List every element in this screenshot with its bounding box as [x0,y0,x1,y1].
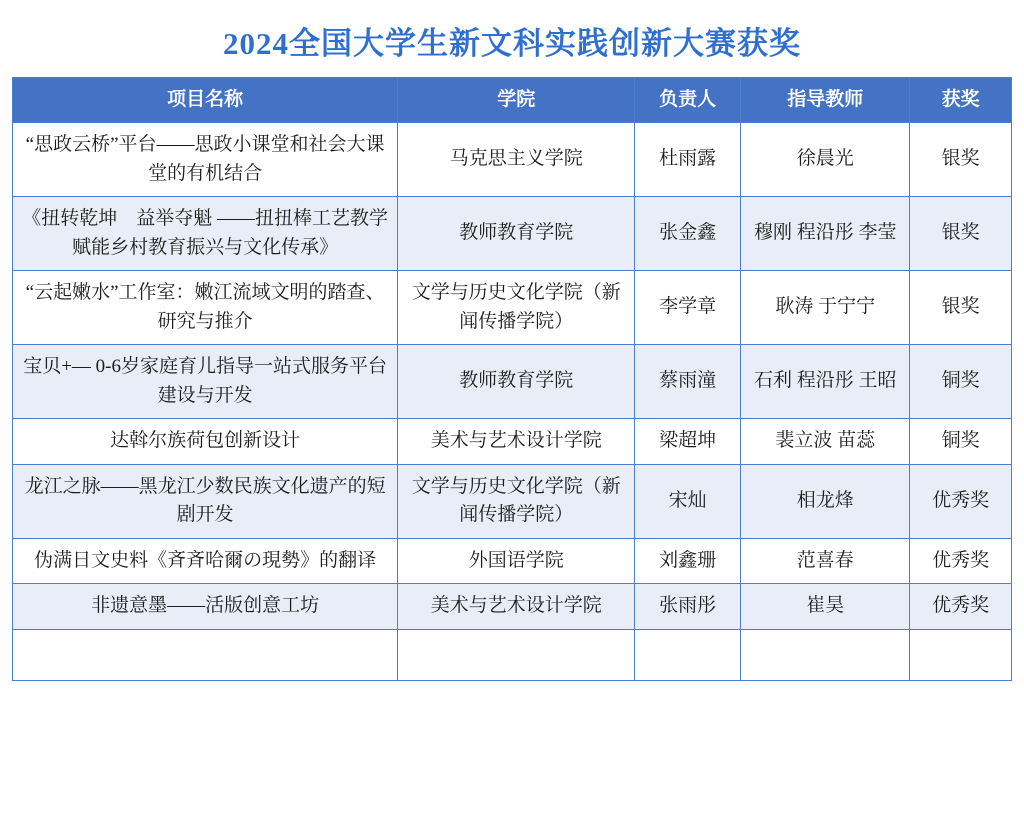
cell-college: 教师教育学院 [398,345,635,419]
column-header-award: 获奖 [910,78,1012,123]
column-header-college: 学院 [398,78,635,123]
cell-teacher: 徐晨光 [741,123,910,197]
cell-award: 优秀奖 [910,538,1012,584]
cell-college: 教师教育学院 [398,197,635,271]
cell-project-name: 宝贝+— 0-6岁家庭育儿指导一站式服务平台建设与开发 [13,345,398,419]
cell-teacher: 相龙烽 [741,464,910,538]
cell-project-name: 非遗意墨——活版创意工坊 [13,584,398,630]
cell-award: 银奖 [910,197,1012,271]
cell-empty [398,629,635,680]
table-row [13,197,1012,271]
cell-teacher: 崔昊 [741,584,910,630]
table-row [13,584,1012,630]
table-row [13,419,1012,465]
cell-college: 美术与艺术设计学院 [398,584,635,630]
cell-leader: 宋灿 [635,464,741,538]
cell-teacher: 范喜春 [741,538,910,584]
cell-leader: 张雨彤 [635,584,741,630]
cell-project-name: 达斡尔族荷包创新设计 [13,419,398,465]
cell-project-name: “思政云桥”平台——思政小课堂和社会大课堂的有机结合 [13,123,398,197]
cell-empty [741,629,910,680]
cell-college: 美术与艺术设计学院 [398,419,635,465]
cell-empty [910,629,1012,680]
cell-award: 银奖 [910,123,1012,197]
table-header [13,78,1012,123]
table-header-row [13,78,1012,123]
cell-leader: 杜雨露 [635,123,741,197]
cell-college: 马克思主义学院 [398,123,635,197]
cell-award: 优秀奖 [910,584,1012,630]
table-row [13,538,1012,584]
cell-teacher: 石利 程沿彤 王昭 [741,345,910,419]
cell-college: 文学与历史文化学院（新闻传播学院） [398,271,635,345]
cell-award: 优秀奖 [910,464,1012,538]
cell-teacher: 耿涛 于宁宁 [741,271,910,345]
cell-teacher: 裴立波 苗蕊 [741,419,910,465]
cell-leader: 李学章 [635,271,741,345]
cell-leader: 蔡雨潼 [635,345,741,419]
cell-project-name: “云起嫩水”工作室：嫩江流域文明的踏查、研究与推介 [13,271,398,345]
cell-leader: 梁超坤 [635,419,741,465]
cell-project-name: 《扭转乾坤 益举夺魁 ——扭扭棒工艺教学赋能乡村教育振兴与文化传承》 [13,197,398,271]
table-row-empty [13,629,1012,680]
table-row [13,464,1012,538]
column-header-teacher: 指导教师 [741,78,910,123]
cell-leader: 张金鑫 [635,197,741,271]
cell-empty [635,629,741,680]
page-title: 2024全国大学生新文科实践创新大赛获奖 [223,26,801,61]
table-row [13,123,1012,197]
table-row [13,271,1012,345]
cell-project-name: 伪满日文史料《斉斉哈爾の現勢》的翻译 [13,538,398,584]
award-table [12,77,1012,681]
cell-college: 外国语学院 [398,538,635,584]
cell-college: 文学与历史文化学院（新闻传播学院） [398,464,635,538]
cell-empty [13,629,398,680]
table-body [13,123,1012,681]
column-header-name: 项目名称 [13,78,398,123]
column-header-leader: 负责人 [635,78,741,123]
cell-award: 铜奖 [910,345,1012,419]
cell-leader: 刘鑫珊 [635,538,741,584]
cell-project-name: 龙江之脉——黑龙江少数民族文化遗产的短剧开发 [13,464,398,538]
cell-award: 铜奖 [910,419,1012,465]
table-row [13,345,1012,419]
cell-award: 银奖 [910,271,1012,345]
cell-teacher: 穆刚 程沿彤 李莹 [741,197,910,271]
